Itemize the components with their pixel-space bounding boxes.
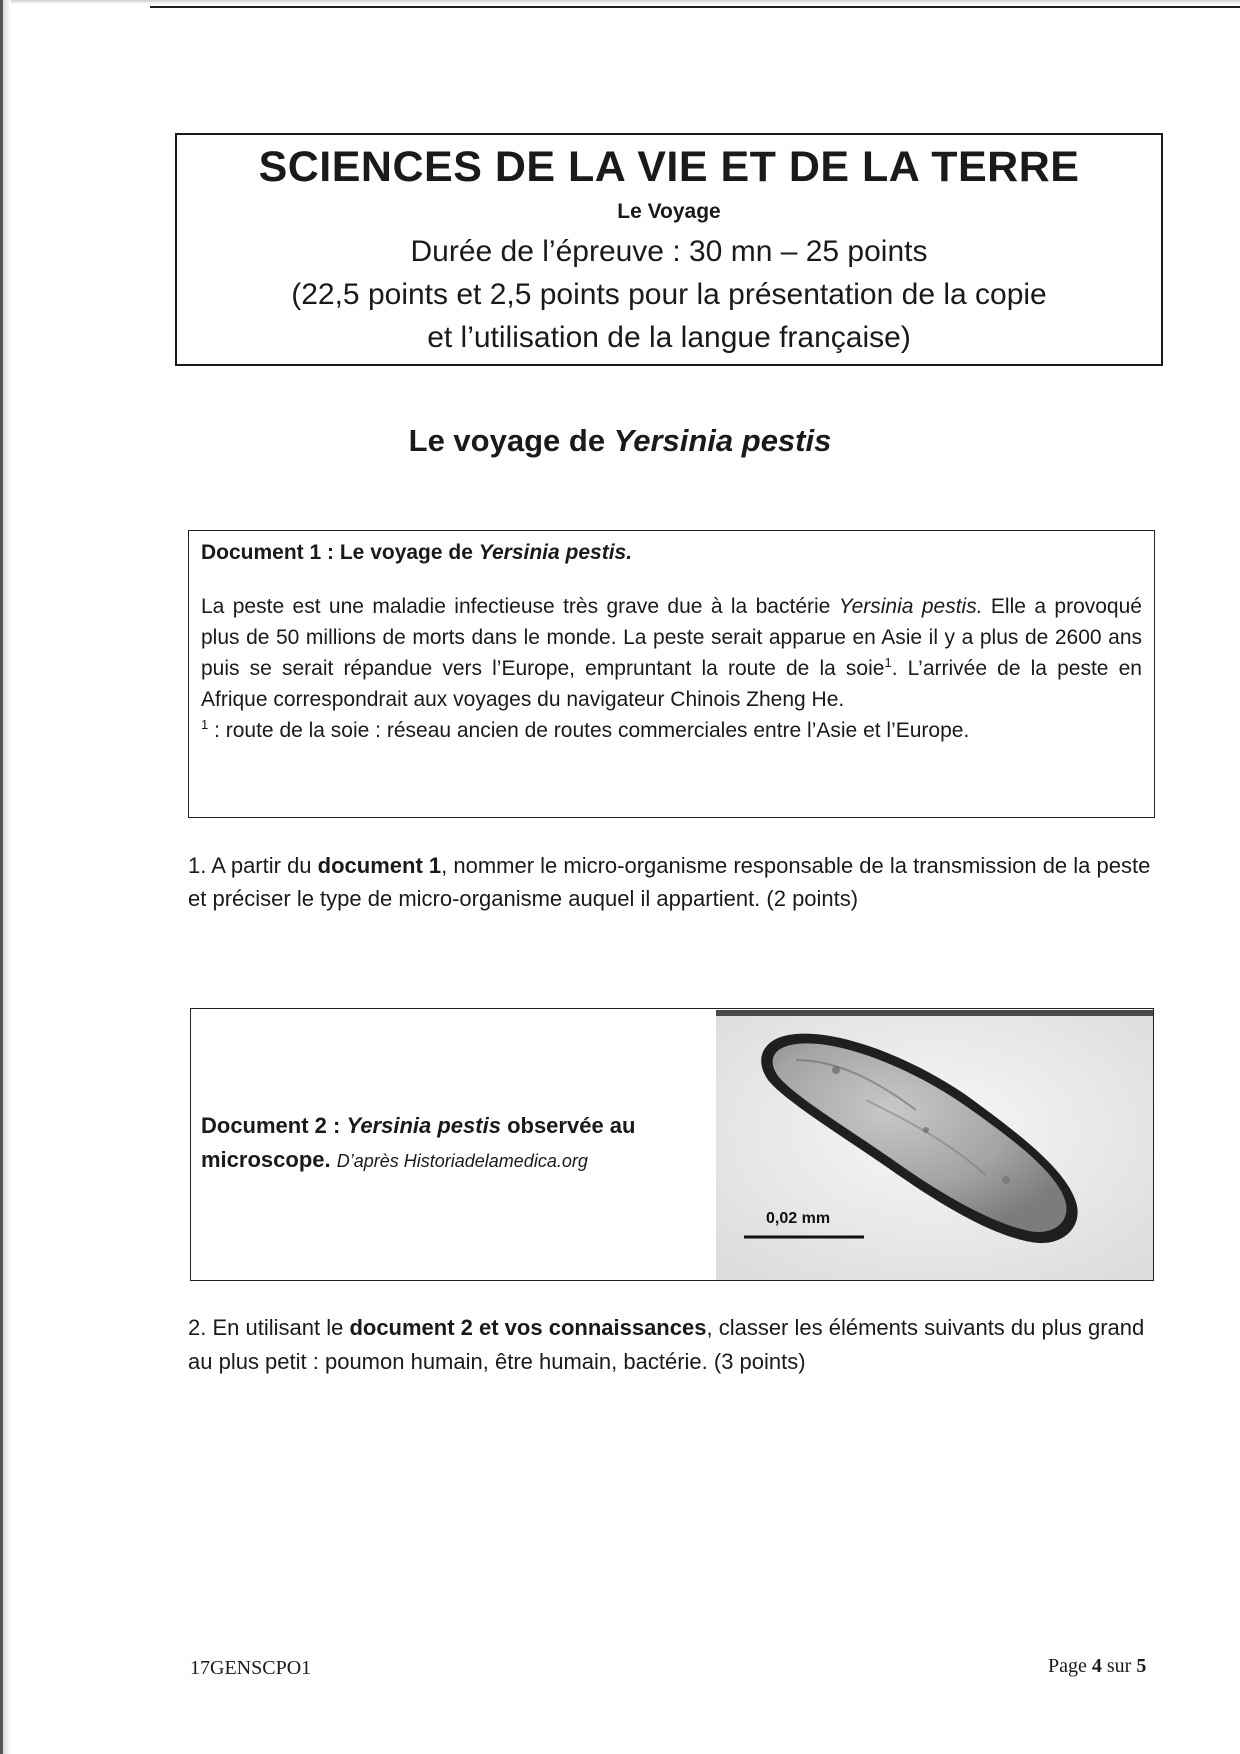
scan-edge-top — [0, 0, 1240, 4]
exam-duration: Durée de l’épreuve : 30 mn – 25 points — [410, 235, 928, 268]
document-1 — [188, 530, 1155, 818]
document-2-source: D’après Historiadelamedica.org — [336, 1151, 588, 1171]
page-title: Le voyage de Yersinia pestis — [408, 423, 832, 458]
scale-label: 0,02 mm — [766, 1210, 831, 1227]
exam-theme: Le Voyage — [617, 200, 721, 223]
exam-title: SCIENCES DE LA VIE ET DE LA TERRE — [258, 143, 1080, 191]
question-1: 1. A partir du document 1, nommer le micro-organisme responsable de la transmission de la peste et préciser le type de micro-organisme auquel il appartient. (2 points) — [188, 853, 1151, 911]
document-1-heading: Document 1 : Le voyage de Yersinia pestis. — [201, 541, 633, 564]
species-name: Yersinia pestis — [613, 423, 832, 458]
exam-code: 17GENSCPO1 — [190, 1657, 312, 1679]
question-2: 2. En utilisant le document 2 et vos connaissances, classer les éléments suivants du plus grand au plus petit : poumon humain, être humain, bactérie. (3 points) — [188, 1315, 1145, 1374]
exam-points-detail-end: et l’utilisation de la langue française) — [427, 321, 911, 354]
document-1-body — [201, 591, 1142, 746]
document-1-paragraph: La peste est une maladie infectieuse très grave due à la bactérie Yersinia pestis. Elle a provoqué plus de 50 millions de morts dans le monde. La peste serait apparue en Asie il y a plus de 2600 ans puis se serait répandue vers l’Europe, empruntant la route de la soie$^1$. L’arrivée de la peste en Afrique correspondrait aux voyages du navigateur Chinois Zheng He. — [201, 595, 1142, 711]
exam-points-detail: (22,5 points et 2,5 points pour la présentation de la copie — [291, 278, 1047, 311]
header-box — [175, 133, 1163, 366]
document-2-caption: Document 2 : Yersinia pestis observée au microscope. D’après Historiadelamedica.org — [201, 1113, 636, 1172]
document-2 — [190, 1008, 1154, 1281]
bacterium-micrograph — [716, 1010, 1153, 1280]
scan-line-top — [150, 6, 1240, 8]
document-1-footnote: $^1$ : route de la soie : réseau ancien de routes commerciales entre l’Asie et l’Europe. — [201, 717, 970, 742]
page-number: Page 4 sur 5 — [1048, 1655, 1147, 1677]
scan-shadow-left — [3, 0, 11, 1754]
